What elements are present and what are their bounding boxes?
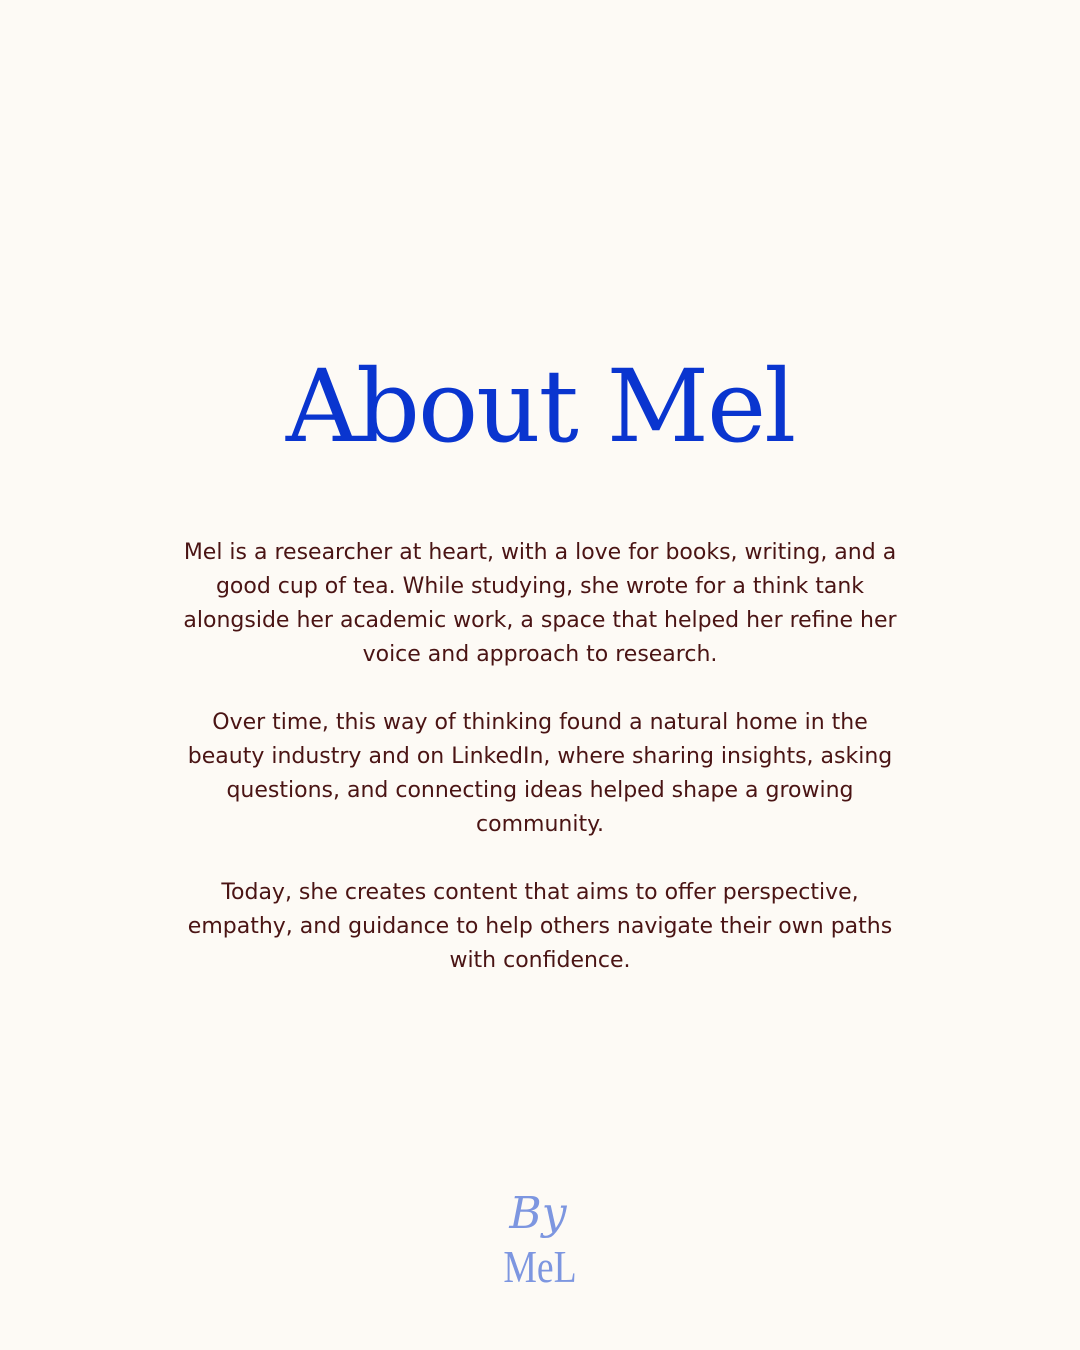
bio-paragraph-2: Over time, this way of thinking found a natural home in the beauty industry and on LinkedIn, where sharing insights, asking questions, and connecting ideas helped shape a growing community. [187, 710, 893, 837]
bio-paragraph-3: Today, she creates content that aims to offer perspective, empathy, and guidance to help others navigate their own paths with confidence. [187, 880, 893, 973]
logo-line-2: MeL [503, 1242, 577, 1290]
logo-line-1: By [509, 1190, 567, 1239]
bio-paragraph-1: Mel is a researcher at heart, with a love for books, writing, and a good cup of tea. While studying, she wrote for a think tank alongside her academic work, a space that helped her refine her voice and approach to research. [183, 540, 897, 667]
by-mel-logo [490, 1190, 590, 1290]
bio-text [180, 536, 900, 1012]
page-title: About Mel [285, 348, 795, 465]
